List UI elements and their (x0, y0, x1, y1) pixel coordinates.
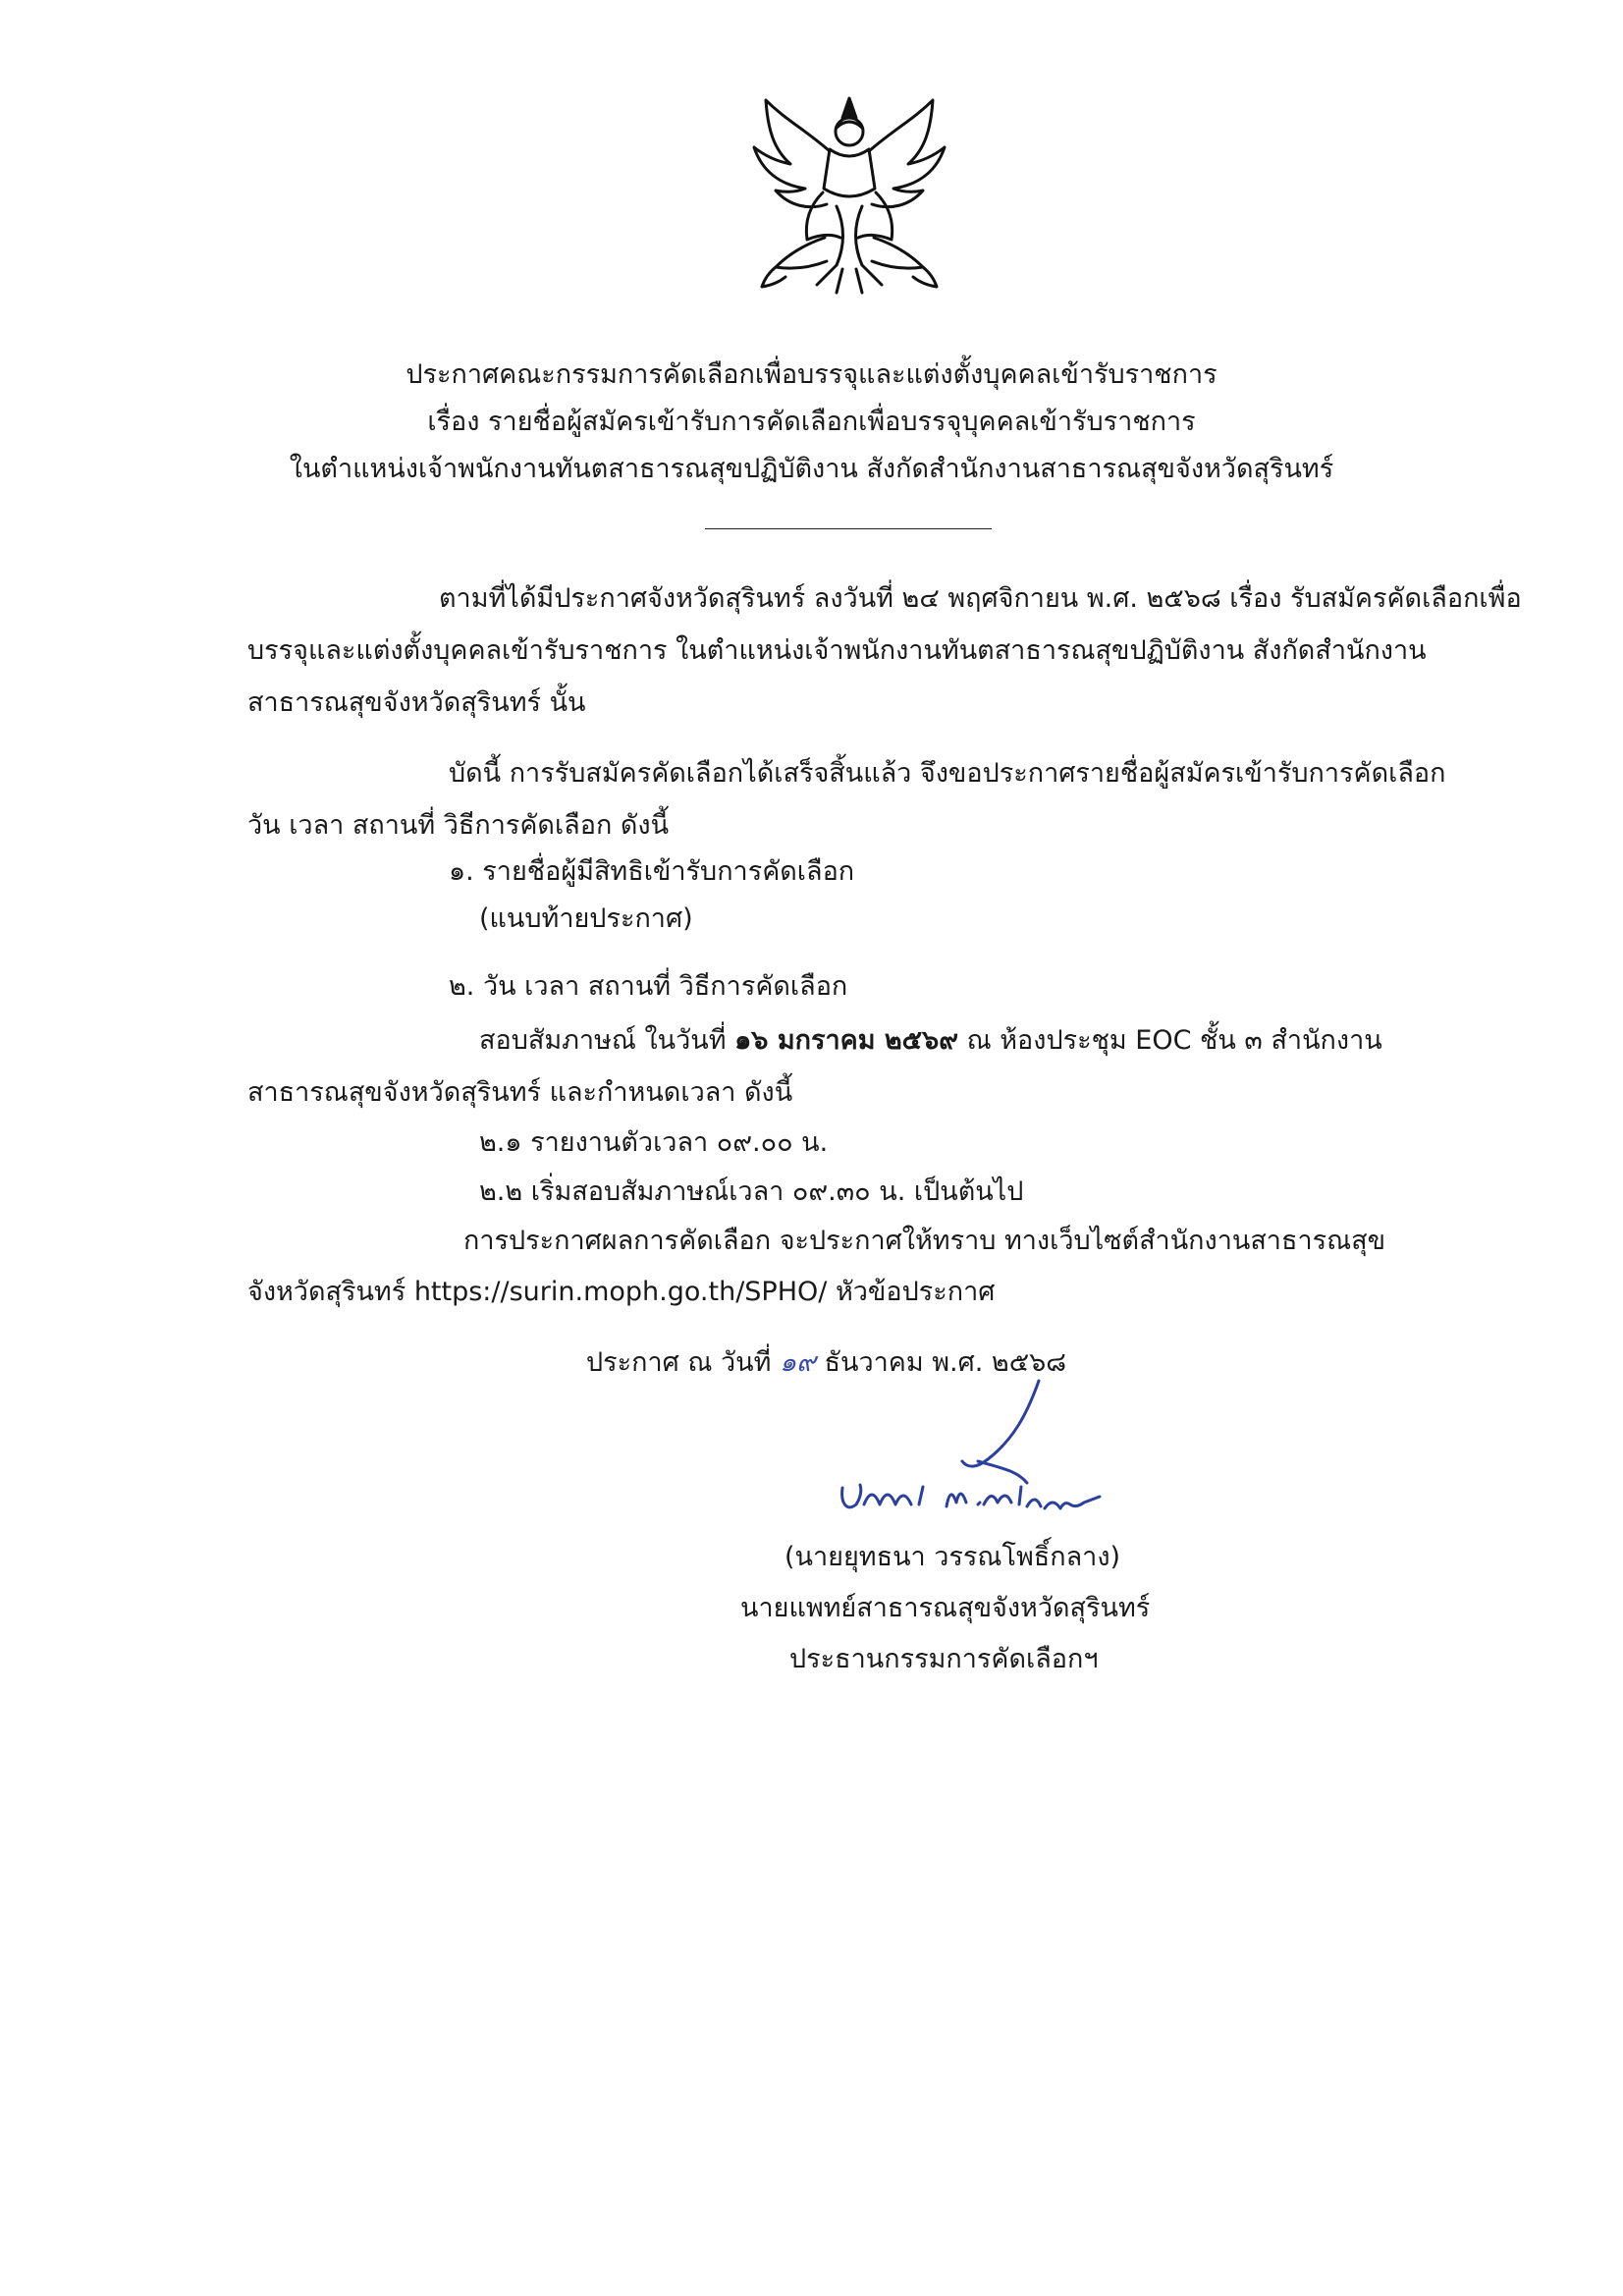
item2-line-1 (479, 1021, 1382, 1061)
para1-line-3: สาธารณสุขจังหวัดสุรินทร์ นั้น (247, 687, 586, 718)
item2-sub-1: ๒.๑ รายงานตัวเวลา ๐๙.๐๐ น. (479, 1127, 829, 1158)
garuda-emblem-icon (746, 90, 952, 301)
interview-date: ๑๖ มกราคม ๒๕๖๙ (734, 1025, 959, 1056)
item2-sub-2: ๒.๒ เริ่มสอบสัมภาษณ์เวลา ๐๙.๓๐ น. เป็นต้นไป (479, 1176, 1024, 1207)
header-line-3: ในตำแหน่งเจ้าพนักงานทันตสาธารณสุขปฏิบัติงาน สังกัดสำนักงานสาธารณสุขจังหวัดสุรินทร์ (289, 454, 1334, 484)
item1-note: (แนบท้ายประกาศ) (479, 903, 693, 934)
para2-line-2: วัน เวลา สถานที่ วิธีการคัดเลือก ดังนี้ (247, 810, 670, 841)
signatory-role: ประธานกรรมการคัดเลือกฯ (789, 1644, 1099, 1674)
item2-line-2: สาธารณสุขจังหวัดสุรินทร์ และกำหนดเวลา ดังนี้ (247, 1077, 793, 1108)
para2-line-1: บัดนี้ การรับสมัครคัดเลือกได้เสร็จสิ้นแล้ว จึงขอประกาศรายชื่อผู้สมัครเข้ารับการคัดเลือก (449, 758, 1446, 789)
header-divider (705, 528, 992, 529)
item1-title: ๑. รายชื่อผู้มีสิทธิเข้ารับการคัดเลือก (449, 856, 855, 887)
item2-line-1-pre: สอบสัมภาษณ์ ในวันที่ (479, 1025, 735, 1056)
para1-line-2: บรรจุและแต่งตั้งบุคคลเข้ารับราชการ ในตำแหน่งเจ้าพนักงานทันตสาธารณสุขปฏิบัติงาน สังกัดสำนักงาน (247, 635, 1427, 666)
header-line-1: ประกาศคณะกรรมการคัดเลือกเพื่อบรรจุและแต่งตั้งบุคคลเข้ารับราชการ (406, 359, 1217, 390)
date-day: ๑๙ (780, 1347, 816, 1378)
item2-title: ๒. วัน เวลา สถานที่ วิธีการคัดเลือก (449, 971, 848, 1002)
header-line-2: เรื่อง รายชื่อผู้สมัครเข้ารับการคัดเลือกเพื่อบรรจุบุคคลเข้ารับราชการ (427, 407, 1196, 437)
date-suffix: ธันวาคม พ.ศ. ๒๕๖๘ (815, 1347, 1067, 1378)
signatory-name: (นายยุทธนา วรรณโพธิ์กลาง) (784, 1542, 1121, 1572)
para1-line-1: ตามที่ได้มีประกาศจังหวัดสุรินทร์ ลงวันที่ ๒๔ พฤศจิกายน พ.ศ. ๒๕๖๘ เรื่อง รับสมัครคัดเลือกเพื่อ (439, 583, 1522, 614)
result-line-2: จังหวัดสุรินทร์ https://surin.moph.go.th/SPHO/ หัวข้อประกาศ (247, 1277, 996, 1307)
date-prefix: ประกาศ ณ วันที่ (586, 1347, 781, 1378)
result-line-1: การประกาศผลการคัดเลือก จะประกาศให้ทราบ ทางเว็บไซต์สำนักงานสาธารณสุข (463, 1226, 1386, 1256)
item2-line-1-post: ณ ห้องประชุม EOC ชั้น ๓ สำนักงาน (958, 1025, 1382, 1056)
handwritten-signature (831, 1375, 1115, 1542)
signatory-position: นายแพทย์สาธารณสุขจังหวัดสุรินทร์ (740, 1593, 1151, 1623)
